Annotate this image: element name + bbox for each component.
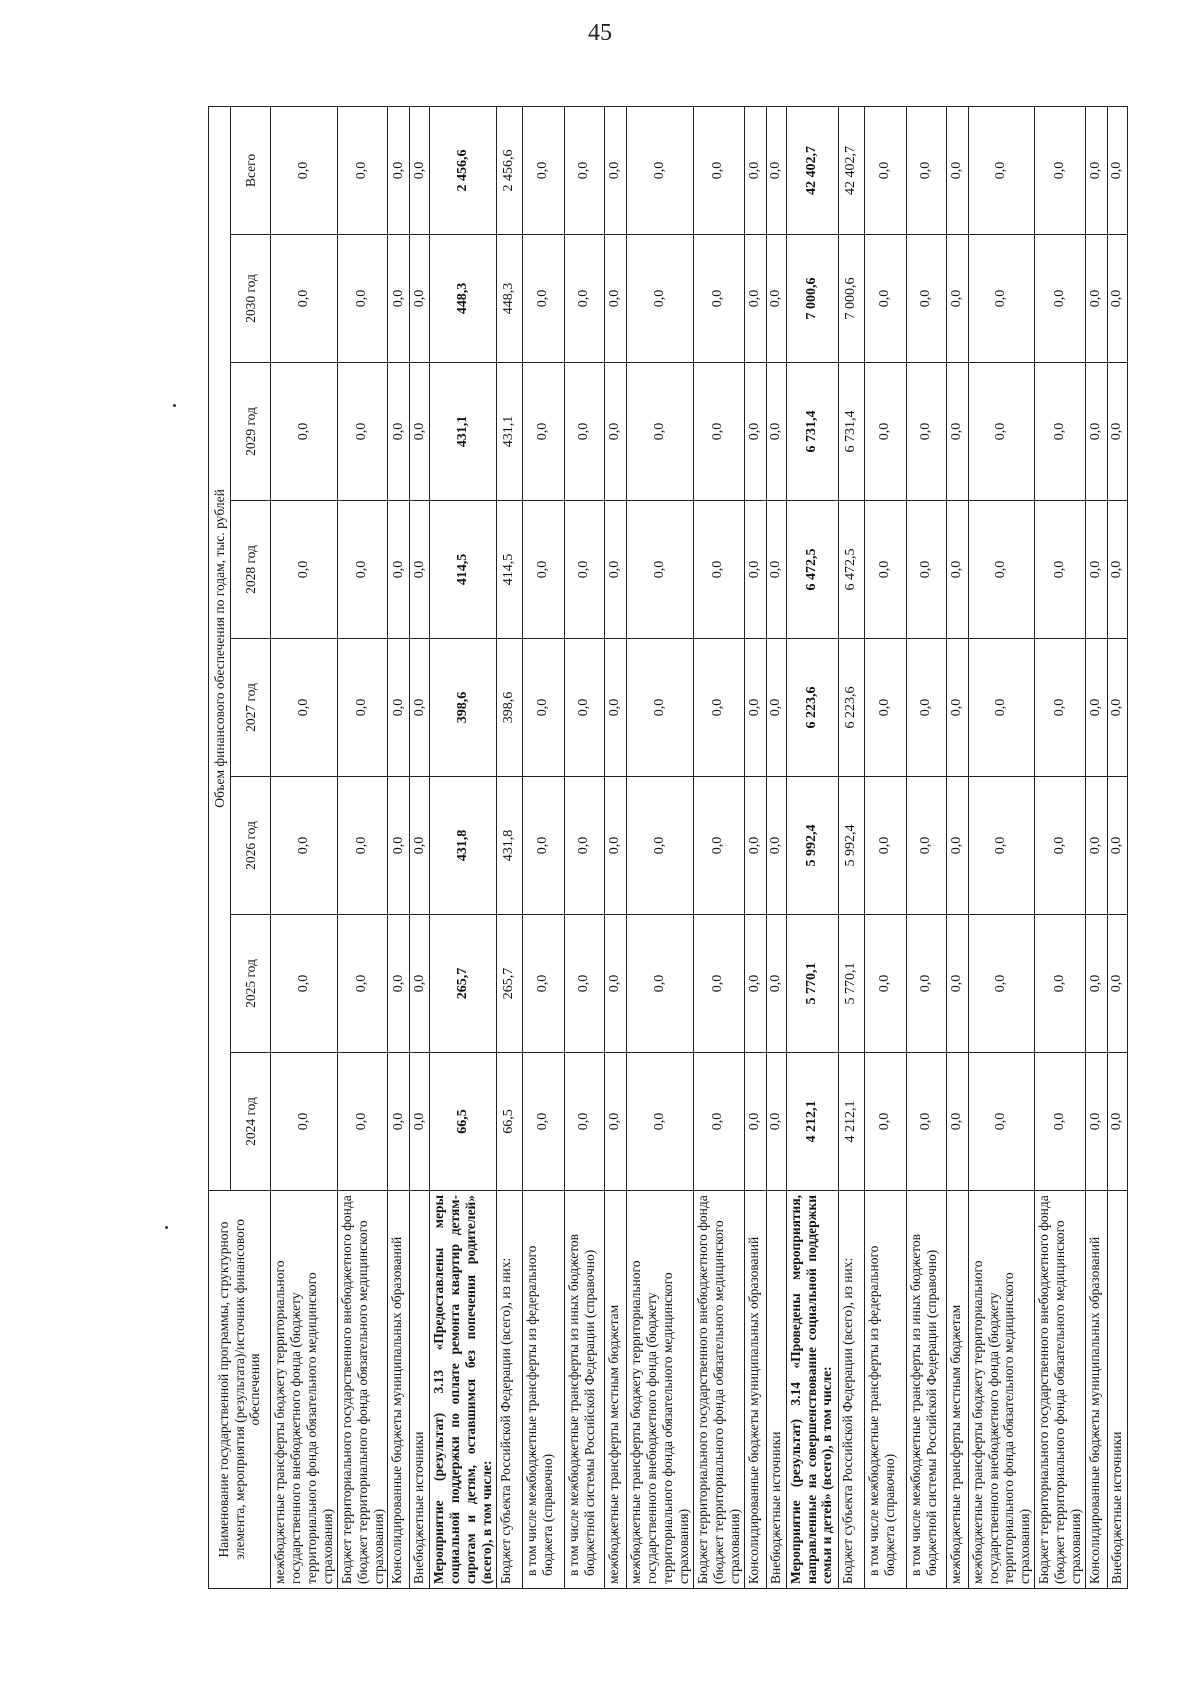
row-total-value: 0,0 [744,106,766,234]
row-year-value: 0,0 [271,363,338,501]
row-year-value: 0,0 [906,915,946,1053]
row-year-value: 265,7 [430,915,497,1053]
row-total-value: 0,0 [337,106,388,234]
table-row [864,106,906,1588]
table-row [946,106,968,1588]
row-year-value: 0,0 [605,501,627,639]
row-year-value: 6 223,6 [838,639,864,777]
row-year-value: 4 212,1 [838,1053,864,1191]
row-year-value: 0,0 [693,1053,744,1191]
row-year-value: 448,3 [497,235,523,363]
row-year-value: 0,0 [605,1053,627,1191]
row-year-value: 0,0 [864,235,906,363]
row-total-value: 0,0 [906,106,946,234]
table-header [209,106,271,1588]
row-year-value: 265,7 [497,915,523,1053]
row-source-name: Мероприятие (результат) 3.13 «Предоставлены меры социальной поддержки по оплате ремонта квартир детям-сиротам и детям, оставшимся без попечения родителей» (всего), в том числе: [430,1191,497,1589]
row-year-value: 6 472,5 [838,501,864,639]
row-year-value: 0,0 [410,1053,430,1191]
row-source-name: Мероприятие (результат) 3.14 «Проведены мероприятия, направленные на совершенствование социальной поддержки семьи и детей» (всего), в том числе: [786,1191,838,1589]
row-year-value: 0,0 [337,777,388,915]
table-row [1035,106,1086,1588]
rotated-table-wrapper [208,107,1125,1589]
row-year-value: 0,0 [766,235,786,363]
row-source-name: Бюджет территориального государственного внебюджетного фонда (бюджет территориального фонда обязательного медицинского страхования) [337,1191,388,1589]
row-year-value: 0,0 [766,501,786,639]
row-year-value: 0,0 [968,1053,1035,1191]
row-year-value: 0,0 [693,501,744,639]
row-total-value: 42 402,7 [838,106,864,234]
row-year-value: 0,0 [1086,777,1108,915]
row-year-value: 0,0 [565,777,605,915]
row-source-name: Бюджет территориального государственного внебюджетного фонда (бюджет территориального фонда обязательного медицинского страхования) [693,1191,744,1589]
row-total-value: 0,0 [271,106,338,234]
row-year-value: 0,0 [565,639,605,777]
row-year-value: 0,0 [968,639,1035,777]
row-total-value: 0,0 [864,106,906,234]
row-year-value: 0,0 [271,1053,338,1191]
table-row [410,106,430,1588]
row-source-name: межбюджетные трансферты бюджету территориального государственного внебюджетного фонда (бюджету территориального фонда обязательного медицинского страхования) [271,1191,338,1589]
row-year-value: 0,0 [946,639,968,777]
row-year-value: 4 212,1 [786,1053,838,1191]
row-source-name: в том числе межбюджетные трансферты из иных бюджетов бюджетной системы Российской Федерации (справочно) [906,1191,946,1589]
row-source-name: межбюджетные трансферты местным бюджетам [605,1191,627,1589]
row-year-value: 0,0 [968,363,1035,501]
row-year-value: 0,0 [906,777,946,915]
financing-table [208,106,1128,1589]
year-header: 2029 год [231,363,271,501]
row-year-value: 0,0 [1086,915,1108,1053]
row-year-value: 0,0 [1035,1053,1086,1191]
row-year-value: 66,5 [497,1053,523,1191]
row-year-value: 0,0 [565,501,605,639]
row-source-name: Консолидированные бюджеты муниципальных образований [744,1191,766,1589]
row-year-value: 0,0 [906,1053,946,1191]
row-source-name: Консолидированные бюджеты муниципальных образований [1086,1191,1108,1589]
row-year-value: 0,0 [388,1053,410,1191]
row-total-value: 0,0 [946,106,968,234]
row-year-value: 0,0 [693,235,744,363]
row-year-value: 5 992,4 [786,777,838,915]
row-year-value: 0,0 [627,777,694,915]
table-row [388,106,410,1588]
row-year-value: 0,0 [565,363,605,501]
row-source-name: в том числе межбюджетные трансферты из иных бюджетов бюджетной системы Российской Федерации (справочно) [565,1191,605,1589]
table-row [497,106,523,1588]
row-total-value: 0,0 [605,106,627,234]
table-row [565,106,605,1588]
row-year-value: 0,0 [271,777,338,915]
row-year-value: 0,0 [693,639,744,777]
row-year-value: 431,1 [497,363,523,501]
table-row [906,106,946,1588]
row-year-value: 0,0 [864,363,906,501]
row-year-value: 0,0 [388,501,410,639]
row-year-value: 0,0 [744,777,766,915]
row-source-name: Внебюджетные источники [410,1191,430,1589]
row-year-value: 0,0 [744,235,766,363]
row-year-value: 0,0 [968,915,1035,1053]
row-year-value: 0,0 [946,1053,968,1191]
row-total-value: 0,0 [1086,106,1108,234]
row-year-value: 0,0 [337,639,388,777]
row-year-value: 0,0 [864,501,906,639]
row-year-value: 0,0 [271,235,338,363]
row-year-value: 0,0 [1035,915,1086,1053]
row-year-value: 6 731,4 [786,363,838,501]
row-year-value: 0,0 [271,915,338,1053]
year-header: 2024 год [231,1053,271,1191]
row-year-value: 0,0 [1086,235,1108,363]
row-year-value: 0,0 [1108,639,1128,777]
row-year-value: 0,0 [337,363,388,501]
table-row [693,106,744,1588]
row-year-value: 0,0 [744,501,766,639]
row-year-value: 0,0 [627,915,694,1053]
scan-speck [173,404,176,407]
table-row [1108,106,1128,1588]
row-year-value: 0,0 [906,639,946,777]
row-year-value: 0,0 [1086,363,1108,501]
row-year-value: 5 770,1 [786,915,838,1053]
table-row [271,106,338,1588]
row-year-value: 0,0 [946,363,968,501]
row-year-value: 0,0 [388,777,410,915]
row-year-value: 398,6 [430,639,497,777]
table-row [627,106,694,1588]
row-year-value: 0,0 [410,501,430,639]
row-year-value: 0,0 [605,777,627,915]
row-year-value: 0,0 [565,915,605,1053]
row-total-value: 0,0 [523,106,565,234]
row-source-name: в том числе межбюджетные трансферты из федерального бюджета (справочно) [523,1191,565,1589]
row-year-value: 0,0 [337,1053,388,1191]
row-total-value: 0,0 [565,106,605,234]
row-year-value: 0,0 [410,915,430,1053]
row-year-value: 448,3 [430,235,497,363]
year-header: 2028 год [231,501,271,639]
row-year-value: 0,0 [744,363,766,501]
row-year-value: 0,0 [523,777,565,915]
row-year-value: 0,0 [627,235,694,363]
row-year-value: 0,0 [693,363,744,501]
row-year-value: 414,5 [430,501,497,639]
row-year-value: 0,0 [627,639,694,777]
row-year-value: 0,0 [627,363,694,501]
row-year-value: 0,0 [1108,777,1128,915]
row-year-value: 0,0 [1108,363,1128,501]
row-year-value: 0,0 [766,915,786,1053]
row-year-value: 0,0 [388,363,410,501]
row-year-value: 0,0 [766,363,786,501]
row-total-value: 0,0 [410,106,430,234]
row-source-name: межбюджетные трансферты местным бюджетам [946,1191,968,1589]
row-year-value: 0,0 [605,235,627,363]
row-year-value: 0,0 [1086,639,1108,777]
row-total-value: 0,0 [627,106,694,234]
row-year-value: 7 000,6 [838,235,864,363]
table-row [968,106,1035,1588]
row-total-value: 0,0 [1035,106,1086,234]
year-header: 2025 год [231,915,271,1053]
row-year-value: 0,0 [337,235,388,363]
row-year-value: 7 000,6 [786,235,838,363]
row-year-value: 0,0 [523,363,565,501]
row-year-value: 398,6 [497,639,523,777]
row-year-value: 0,0 [906,363,946,501]
row-year-value: 0,0 [1108,915,1128,1053]
row-year-value: 0,0 [271,501,338,639]
row-year-value: 0,0 [766,1053,786,1191]
row-source-name: Внебюджетные источники [1108,1191,1128,1589]
row-year-value: 0,0 [1035,639,1086,777]
row-total-value: 0,0 [1108,106,1128,234]
row-year-value: 0,0 [605,363,627,501]
row-year-value: 0,0 [968,235,1035,363]
row-source-name: Бюджет субъекта Российской Федерации (всего), из них: [838,1191,864,1589]
year-header: 2030 год [231,235,271,363]
row-year-value: 0,0 [1035,777,1086,915]
row-year-value: 6 472,5 [786,501,838,639]
row-source-name: в том числе межбюджетные трансферты из федерального бюджета (справочно) [864,1191,906,1589]
table-row [523,106,565,1588]
row-total-value: 0,0 [693,106,744,234]
row-year-value: 0,0 [410,235,430,363]
row-year-value: 0,0 [906,501,946,639]
volume-group-header: Объем финансового обеспечения по годам, тыс. рублей [209,106,231,1190]
row-year-value: 0,0 [410,777,430,915]
row-year-value: 0,0 [605,915,627,1053]
row-total-value: 0,0 [388,106,410,234]
row-year-value: 0,0 [744,639,766,777]
row-year-value: 0,0 [766,777,786,915]
row-total-value: 0,0 [968,106,1035,234]
row-year-value: 0,0 [523,915,565,1053]
table-row [337,106,388,1588]
year-header: 2027 год [231,639,271,777]
row-year-value: 0,0 [864,777,906,915]
row-year-value: 0,0 [388,235,410,363]
row-year-value: 0,0 [1035,363,1086,501]
row-year-value: 5 770,1 [838,915,864,1053]
row-year-value: 0,0 [523,501,565,639]
row-year-value: 0,0 [744,1053,766,1191]
row-year-value: 431,8 [430,777,497,915]
row-total-value: 2 456,6 [430,106,497,234]
row-year-value: 0,0 [605,639,627,777]
row-year-value: 0,0 [337,915,388,1053]
row-year-value: 0,0 [946,915,968,1053]
row-total-value: 2 456,6 [497,106,523,234]
row-year-value: 0,0 [1035,501,1086,639]
table-row [430,106,497,1588]
row-year-value: 6 223,6 [786,639,838,777]
row-year-value: 0,0 [271,639,338,777]
row-year-value: 0,0 [1086,1053,1108,1191]
table-row [786,106,838,1588]
row-year-value: 0,0 [968,777,1035,915]
row-year-value: 0,0 [388,915,410,1053]
row-year-value: 0,0 [693,777,744,915]
row-year-value: 66,5 [430,1053,497,1191]
row-source-name: Бюджет территориального государственного внебюджетного фонда (бюджет территориального фонда обязательного медицинского страхования) [1035,1191,1086,1589]
total-header: Всего [231,106,271,234]
row-year-value: 0,0 [1035,235,1086,363]
table-row [766,106,786,1588]
row-source-name: Внебюджетные источники [766,1191,786,1589]
row-year-value: 0,0 [523,1053,565,1191]
table-row [838,106,864,1588]
row-year-value: 0,0 [565,1053,605,1191]
row-year-value: 431,1 [430,363,497,501]
row-year-value: 0,0 [864,639,906,777]
row-year-value: 0,0 [968,501,1035,639]
row-year-value: 0,0 [627,1053,694,1191]
row-year-value: 0,0 [693,915,744,1053]
row-year-value: 0,0 [744,915,766,1053]
row-source-name: Бюджет субъекта Российской Федерации (всего), из них: [497,1191,523,1589]
row-year-value: 0,0 [1108,501,1128,639]
row-year-value: 0,0 [523,235,565,363]
row-source-name: межбюджетные трансферты бюджету территориального государственного внебюджетного фонда (бюджету территориального фонда обязательного медицинского страхования) [968,1191,1035,1589]
row-source-name: межбюджетные трансферты бюджету территориального государственного внебюджетного фонда (бюджету территориального фонда обязательного медицинского страхования) [627,1191,694,1589]
row-total-value: 0,0 [766,106,786,234]
row-year-value: 0,0 [523,639,565,777]
row-year-value: 0,0 [388,639,410,777]
year-header: 2026 год [231,777,271,915]
row-year-value: 0,0 [410,639,430,777]
name-column-header: Наименование государственной программы, структурного элемента, мероприятия (результата)/источник финансового обеспечения [209,1191,271,1589]
row-year-value: 6 731,4 [838,363,864,501]
row-year-value: 414,5 [497,501,523,639]
row-year-value: 0,0 [410,363,430,501]
row-year-value: 0,0 [766,639,786,777]
table-row [1086,106,1108,1588]
table-row [605,106,627,1588]
row-year-value: 0,0 [864,915,906,1053]
row-year-value: 0,0 [946,777,968,915]
row-year-value: 0,0 [946,501,968,639]
row-year-value: 0,0 [1108,1053,1128,1191]
row-year-value: 431,8 [497,777,523,915]
row-year-value: 5 992,4 [838,777,864,915]
row-total-value: 42 402,7 [786,106,838,234]
row-year-value: 0,0 [565,235,605,363]
row-year-value: 0,0 [337,501,388,639]
row-year-value: 0,0 [1108,235,1128,363]
row-year-value: 0,0 [946,235,968,363]
scan-speck [165,1226,168,1229]
page-number: 45 [588,20,612,46]
row-year-value: 0,0 [906,235,946,363]
table-body [271,106,1128,1588]
row-source-name: Консолидированные бюджеты муниципальных образований [388,1191,410,1589]
row-year-value: 0,0 [1086,501,1108,639]
table-row [744,106,766,1588]
row-year-value: 0,0 [627,501,694,639]
row-year-value: 0,0 [864,1053,906,1191]
